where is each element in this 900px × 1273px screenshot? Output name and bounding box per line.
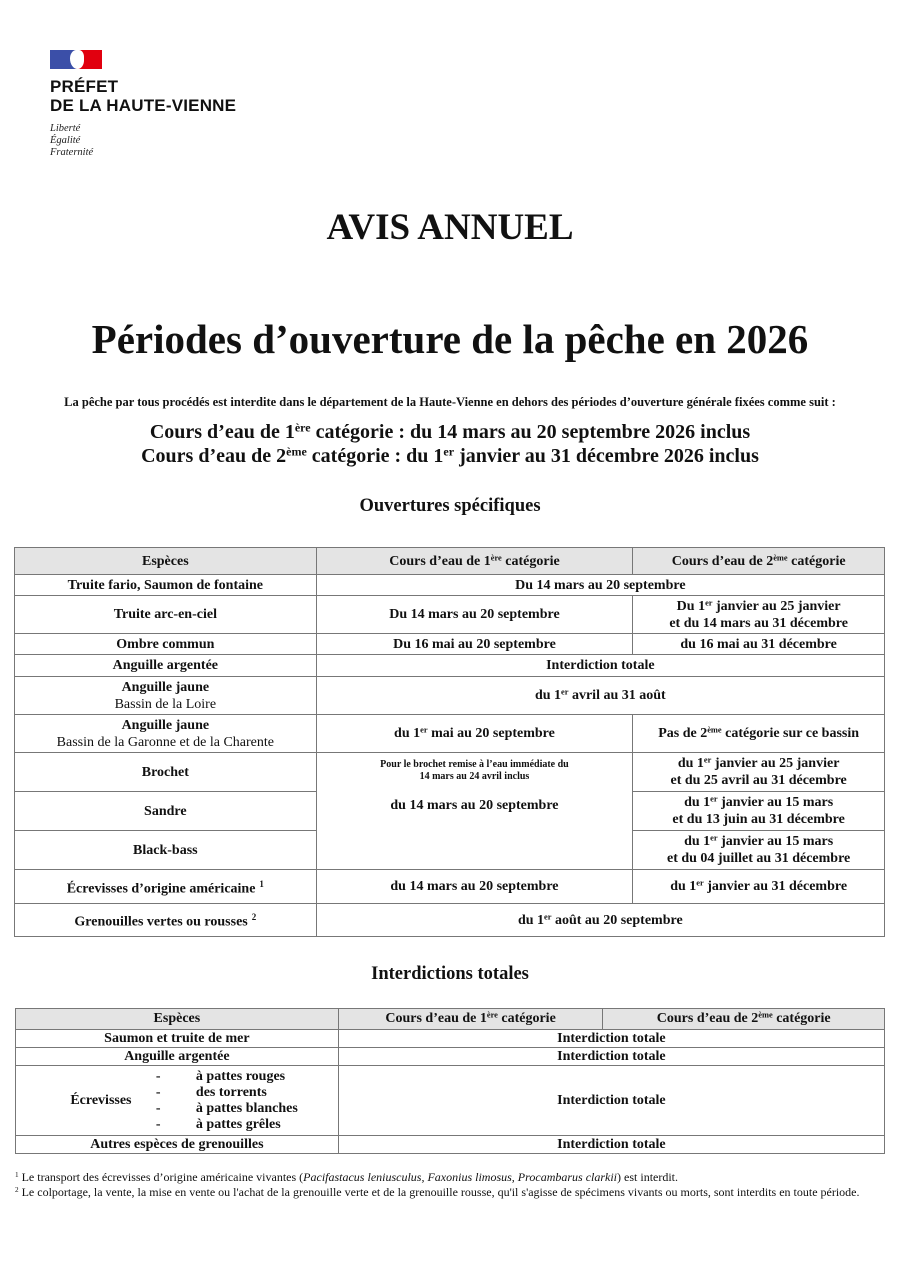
total-prohibitions-table — [15, 1008, 885, 1154]
table-header-row — [15, 548, 885, 575]
marianne-flag-icon — [50, 50, 102, 69]
general-periods — [0, 420, 900, 468]
header-species: Espèces — [16, 1009, 339, 1030]
period-cat1: Cours d’eau de 1ère catégorie : du 14 mars au 20 septembre 2026 inclus — [149, 420, 751, 443]
table-row: Truite arc-en-ciel Du 14 mars au 20 septembre Du 1er janvier au 25 janvier et du 14 mars au 31 décembre — [15, 596, 885, 634]
table-row: Brochet Pour le brochet remise à l’eau immédiate du 14 mars au 24 avril inclus du 14 mars au 20 septembre du 1er janvier au 25 janvier et du 25 avril au 31 décembre — [15, 753, 885, 792]
table-row: Écrevisses d’origine américaine $^1$ du 14 mars au 20 septembre du 1er janvier au 31 décembre — [15, 870, 885, 904]
table-row: Anguille jaune Bassin de la Loire du 1er avril au 31 août — [15, 677, 885, 715]
table-header-row — [16, 1009, 885, 1030]
crayfish-species-list: - à pattes rouges - des torrents - à pattes blanches - à pattes grêles — [155, 1068, 298, 1132]
motto: Liberté Égalité Fraternité — [50, 123, 94, 158]
intro-text: La pêche par tous procédés est interdite dans le département de la Haute-Vienne en dehors des périodes d’ouverture générale fixées comme suit : — [64, 395, 836, 409]
header-species: Espèces — [15, 548, 317, 575]
table-row: Autres espèces de grenouilles Interdiction totale — [16, 1136, 885, 1154]
specific-openings-table — [14, 547, 885, 937]
header-cat1: Cours d’eau de 1ère catégorie — [316, 548, 633, 575]
prefecture-logo — [50, 50, 236, 159]
table-row: Anguille jaune Bassin de la Garonne et de la Charente du 1er mai au 20 septembre Pas de 2ème catégorie sur ce bassin — [15, 715, 885, 753]
document-title: AVIS ANNUEL — [326, 207, 574, 248]
section-title-forbidden: Interdictions totales — [371, 964, 529, 984]
table-row: Ombre commun Du 16 mai au 20 septembre du 16 mai au 31 décembre — [15, 634, 885, 655]
header-cat2: Cours d’eau de 2ème catégorie — [633, 548, 885, 575]
table-row: Anguille argentée Interdiction totale — [15, 655, 885, 677]
section-title-specific: Ouvertures spécifiques — [359, 496, 541, 516]
table-row: Sandre du 1er janvier au 15 mars et du 13 juin au 31 décembre — [15, 792, 885, 831]
document-subtitle: Périodes d’ouverture de la pêche en 2026 — [91, 316, 809, 362]
footnotes — [15, 1170, 885, 1200]
table-row: Black-bass du 1er janvier au 15 mars et du 04 juillet au 31 décembre — [15, 831, 885, 870]
header-cat1: Cours d’eau de 1ère catégorie — [338, 1009, 603, 1030]
table-row: Grenouilles vertes ou rousses $^2$ du 1er août au 20 septembre — [15, 904, 885, 937]
table-row: Écrevisses - à pattes rouges - des torrents - à pattes blanches - à pattes grêles Interdiction totale — [16, 1066, 885, 1136]
footnote-1: $^1$ Le transport des écrevisses d’origine américaine vivantes (Pacifastacus leniusculus, Faxonius limosus, Procambarus clarkii) est interdit. — [15, 1170, 679, 1184]
footnote-2: $^2$ Le colportage, la vente, la mise en vente ou l'achat de la grenouille verte et de la grenouille rousse, qu'il s'agisse de spécimens vivants ou morts, sont interdits en toute période. — [15, 1185, 860, 1199]
table-row: Truite fario, Saumon de fontaine Du 14 mars au 20 septembre — [15, 575, 885, 596]
table-row: Saumon et truite de mer Interdiction totale — [16, 1030, 885, 1048]
carnivores-cat1-cell: Pour le brochet remise à l’eau immédiate du 14 mars au 24 avril inclus du 14 mars au 20 septembre — [316, 753, 633, 870]
table-row: Anguille argentée Interdiction totale — [16, 1048, 885, 1066]
org-name: PRÉFET DE LA HAUTE-VIENNE — [50, 77, 237, 115]
header-cat2: Cours d’eau de 2ème catégorie — [603, 1009, 885, 1030]
period-cat2: Cours d’eau de 2ème catégorie : du 1er janvier au 31 décembre 2026 inclus — [141, 444, 759, 467]
